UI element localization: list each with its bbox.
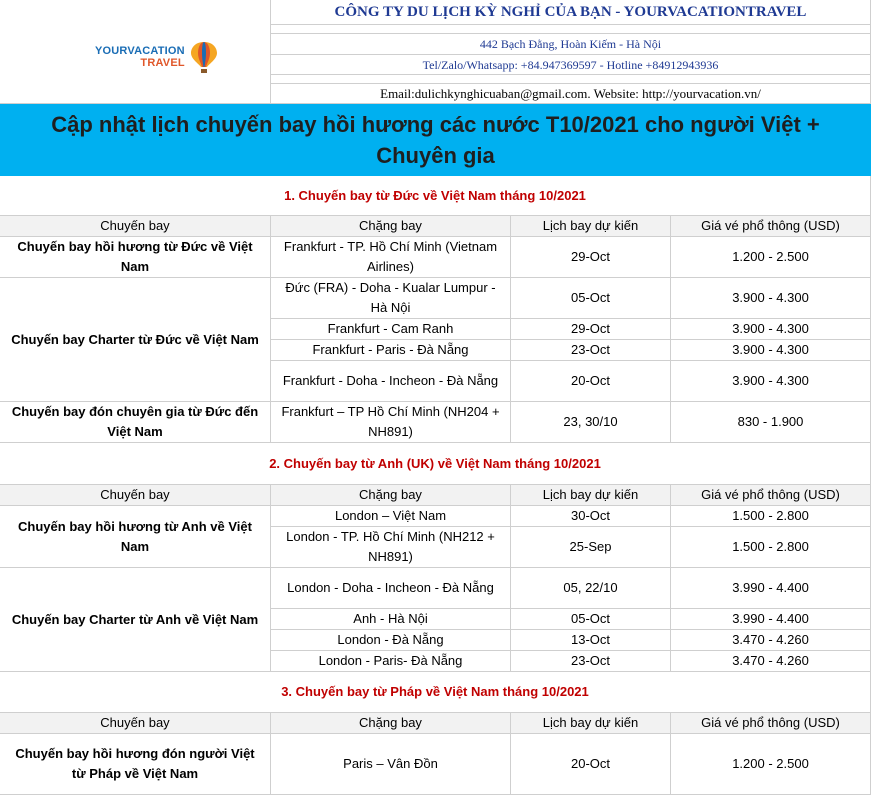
company-logo	[95, 40, 220, 74]
price-cell: 3.470 - 4.260	[671, 651, 871, 672]
route-cell: London - Doha - Incheon - Đà Nẵng	[271, 568, 511, 609]
header-price: Giá vé phổ thông (USD)	[671, 713, 871, 734]
route-cell: Paris – Vân Đồn	[271, 734, 511, 795]
date-cell: 29-Oct	[511, 237, 671, 278]
route-cell: Frankfurt - Cam Ranh	[271, 319, 511, 340]
date-cell: 23-Oct	[511, 340, 671, 361]
price-cell: 1.500 - 2.800	[671, 506, 871, 527]
route-cell: Frankfurt - Paris - Đà Nẵng	[271, 340, 511, 361]
header-schedule: Lịch bay dự kiến	[511, 216, 671, 237]
hot-air-balloon-icon	[189, 40, 219, 74]
blank-cell	[271, 25, 871, 34]
date-cell: 29-Oct	[511, 319, 671, 340]
header-route: Chặng bay	[271, 216, 511, 237]
page-title: Cập nhật lịch chuyến bay hồi hương các nước T10/2021 cho người Việt + Chuyên gia	[0, 104, 871, 176]
price-cell: 1.200 - 2.500	[671, 734, 871, 795]
date-cell: 05, 22/10	[511, 568, 671, 609]
date-cell: 30-Oct	[511, 506, 671, 527]
route-cell: London - Đà Nẵng	[271, 630, 511, 651]
route-cell: Frankfurt – TP Hồ Chí Minh (NH204 + NH891)	[271, 402, 511, 443]
flight-group: Chuyến bay hồi hương từ Đức về Việt Nam	[0, 237, 271, 278]
route-cell: Đức (FRA) - Doha - Kualar Lumpur - Hà Nội	[271, 278, 511, 319]
flight-group: Chuyến bay Charter từ Anh về Việt Nam	[0, 568, 271, 672]
logo-line1: YOURVACATION	[95, 45, 185, 57]
header-price: Giá vé phổ thông (USD)	[671, 485, 871, 506]
flight-group: Chuyến bay hồi hương đón người Việt từ Pháp về Việt Nam	[0, 734, 271, 795]
price-cell: 3.470 - 4.260	[671, 630, 871, 651]
date-cell: 20-Oct	[511, 734, 671, 795]
date-cell: 05-Oct	[511, 609, 671, 630]
header-price: Giá vé phổ thông (USD)	[671, 216, 871, 237]
header-flight: Chuyến bay	[0, 216, 271, 237]
company-phone: Tel/Zalo/Whatsapp: +84.947369597 - Hotline +84912943936	[271, 55, 871, 75]
flight-group: Chuyến bay đón chuyên gia từ Đức đến Việt Nam	[0, 402, 271, 443]
section-title: 2. Chuyến bay từ Anh (UK) về Việt Nam tháng 10/2021	[0, 443, 871, 485]
company-email-website: Email:dulichkynghicuaban@gmail.com. Website: http://yourvacation.vn/	[271, 84, 871, 104]
price-cell: 3.900 - 4.300	[671, 361, 871, 402]
date-cell: 25-Sep	[511, 527, 671, 568]
price-cell: 1.200 - 2.500	[671, 237, 871, 278]
route-cell: Frankfurt - Doha - Incheon - Đà Nẵng	[271, 361, 511, 402]
route-cell: Frankfurt - TP. Hồ Chí Minh (Vietnam Airlines)	[271, 237, 511, 278]
header-schedule: Lịch bay dự kiến	[511, 485, 671, 506]
route-cell: Anh - Hà Nội	[271, 609, 511, 630]
date-cell: 20-Oct	[511, 361, 671, 402]
date-cell: 23-Oct	[511, 651, 671, 672]
logo-cell	[0, 0, 271, 104]
company-address: 442 Bạch Đằng, Hoàn Kiếm - Hà Nội	[271, 34, 871, 55]
header-flight: Chuyến bay	[0, 713, 271, 734]
price-cell: 3.900 - 4.300	[671, 278, 871, 319]
price-cell: 3.990 - 4.400	[671, 568, 871, 609]
logo-line2: TRAVEL	[140, 57, 185, 69]
flight-group: Chuyến bay Charter từ Đức về Việt Nam	[0, 278, 271, 402]
price-cell: 830 - 1.900	[671, 402, 871, 443]
price-cell: 3.900 - 4.300	[671, 340, 871, 361]
route-cell: London – Việt Nam	[271, 506, 511, 527]
route-cell: London - Paris- Đà Nẵng	[271, 651, 511, 672]
date-cell: 05-Oct	[511, 278, 671, 319]
header-route: Chặng bay	[271, 485, 511, 506]
flight-group: Chuyến bay hồi hương từ Anh về Việt Nam	[0, 506, 271, 568]
header-schedule: Lịch bay dự kiến	[511, 713, 671, 734]
date-cell: 23, 30/10	[511, 402, 671, 443]
route-cell: London - TP. Hồ Chí Minh (NH212 + NH891)	[271, 527, 511, 568]
price-cell: 1.500 - 2.800	[671, 527, 871, 568]
logo-wordmark	[95, 45, 185, 69]
section-title: 1. Chuyến bay từ Đức về Việt Nam tháng 10/2021	[0, 176, 871, 216]
date-cell: 13-Oct	[511, 630, 671, 651]
header-route: Chặng bay	[271, 713, 511, 734]
price-cell: 3.900 - 4.300	[671, 319, 871, 340]
header-flight: Chuyến bay	[0, 485, 271, 506]
price-cell: 3.990 - 4.400	[671, 609, 871, 630]
section-title: 3. Chuyến bay từ Pháp về Việt Nam tháng 10/2021	[0, 672, 871, 713]
company-name: CÔNG TY DU LỊCH KỲ NGHỈ CỦA BẠN - YOURVACATIONTRAVEL	[271, 0, 871, 25]
